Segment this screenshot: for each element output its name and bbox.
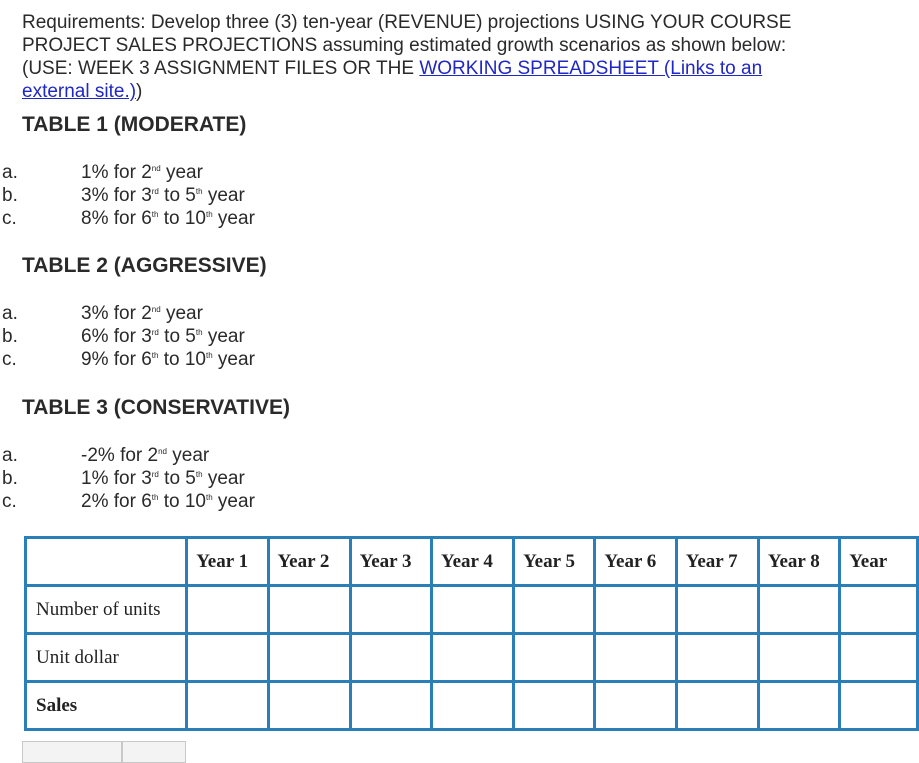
table-cell[interactable]: [595, 634, 676, 682]
table-row: [26, 634, 918, 682]
table-cell[interactable]: [514, 634, 595, 682]
table-cell[interactable]: [431, 634, 513, 682]
table-row: [26, 586, 918, 634]
growth-rate-text: 9% for 6th to 10th year: [81, 349, 255, 370]
table-header-row: [26, 538, 918, 586]
column-header: Year 7: [676, 538, 758, 586]
table-cell[interactable]: [268, 586, 350, 634]
table-cell[interactable]: [514, 682, 595, 730]
working-spreadsheet-link[interactable]: WORKING SPREADSHEET (Links to an external site.): [22, 58, 763, 102]
row-label: Unit dollar: [26, 634, 187, 682]
column-header: Year 6: [595, 538, 676, 586]
requirements-paragraph: [22, 11, 812, 103]
list-marker: a.: [2, 303, 18, 324]
table-cell[interactable]: [676, 682, 758, 730]
toolbar-button[interactable]: [122, 741, 186, 763]
growth-rate-text: 1% for 2nd year: [81, 162, 203, 183]
growth-rate-text: 1% for 3rd to 5th year: [81, 468, 245, 489]
table-cell[interactable]: [350, 586, 431, 634]
toolbar-button[interactable]: [22, 741, 122, 763]
requirements-text-end: ): [136, 81, 143, 102]
table-cell[interactable]: [840, 634, 918, 682]
table-cell[interactable]: [268, 682, 350, 730]
table-cell[interactable]: [840, 586, 918, 634]
column-header: Year 5: [514, 538, 595, 586]
table-cell[interactable]: [595, 586, 676, 634]
list-marker: b.: [2, 185, 18, 206]
table-cell[interactable]: [758, 634, 839, 682]
list-marker: b.: [2, 326, 18, 347]
table-cell[interactable]: [431, 682, 513, 730]
table-2-heading: TABLE 2 (AGGRESSIVE): [22, 254, 267, 277]
list-marker: c.: [2, 491, 17, 512]
growth-rate-text: 8% for 6th to 10th year: [81, 208, 255, 229]
table-cell[interactable]: [758, 586, 839, 634]
column-header: Year 4: [431, 538, 513, 586]
table-cell[interactable]: [187, 586, 268, 634]
table-cell[interactable]: [840, 682, 918, 730]
table-cell[interactable]: [350, 682, 431, 730]
row-label: Sales: [26, 682, 187, 730]
list-marker: c.: [2, 349, 17, 370]
column-header: Year: [840, 538, 918, 586]
list-marker: a.: [2, 445, 18, 466]
table-cell[interactable]: [187, 634, 268, 682]
table-cell[interactable]: [676, 586, 758, 634]
list-marker: a.: [2, 162, 18, 183]
growth-rate-text: 6% for 3rd to 5th year: [81, 326, 245, 347]
table-1-heading: TABLE 1 (MODERATE): [22, 113, 247, 136]
list-marker: c.: [2, 208, 17, 229]
revenue-projection-table: [24, 536, 919, 731]
list-marker: b.: [2, 468, 18, 489]
table-cell[interactable]: [514, 586, 595, 634]
column-header: Year 8: [758, 538, 839, 586]
table-cell[interactable]: [350, 634, 431, 682]
table-row: [26, 682, 918, 730]
column-header: Year 3: [350, 538, 431, 586]
table-cell[interactable]: [431, 586, 513, 634]
row-label: Number of units: [26, 586, 187, 634]
table-3-heading: TABLE 3 (CONSERVATIVE): [22, 396, 290, 419]
table-corner-cell: [26, 538, 187, 586]
table-cell[interactable]: [268, 634, 350, 682]
column-header: Year 2: [268, 538, 350, 586]
requirements-text: Requirements: Develop three (3) ten-year (REVENUE) projections USING YOUR COURSE PROJECT SALES PROJECTIONS assuming estimated growth scenarios as shown below: (USE: WEEK 3 ASSIGNMENT FILES OR THE: [22, 12, 792, 79]
growth-rate-text: -2% for 2nd year: [81, 445, 210, 466]
table-cell[interactable]: [676, 634, 758, 682]
growth-rate-text: 3% for 2nd year: [81, 303, 203, 324]
growth-rate-text: 3% for 3rd to 5th year: [81, 185, 245, 206]
growth-rate-text: 2% for 6th to 10th year: [81, 491, 255, 512]
table-cell[interactable]: [595, 682, 676, 730]
column-header: Year 1: [187, 538, 268, 586]
table-cell[interactable]: [758, 682, 839, 730]
table-cell[interactable]: [187, 682, 268, 730]
